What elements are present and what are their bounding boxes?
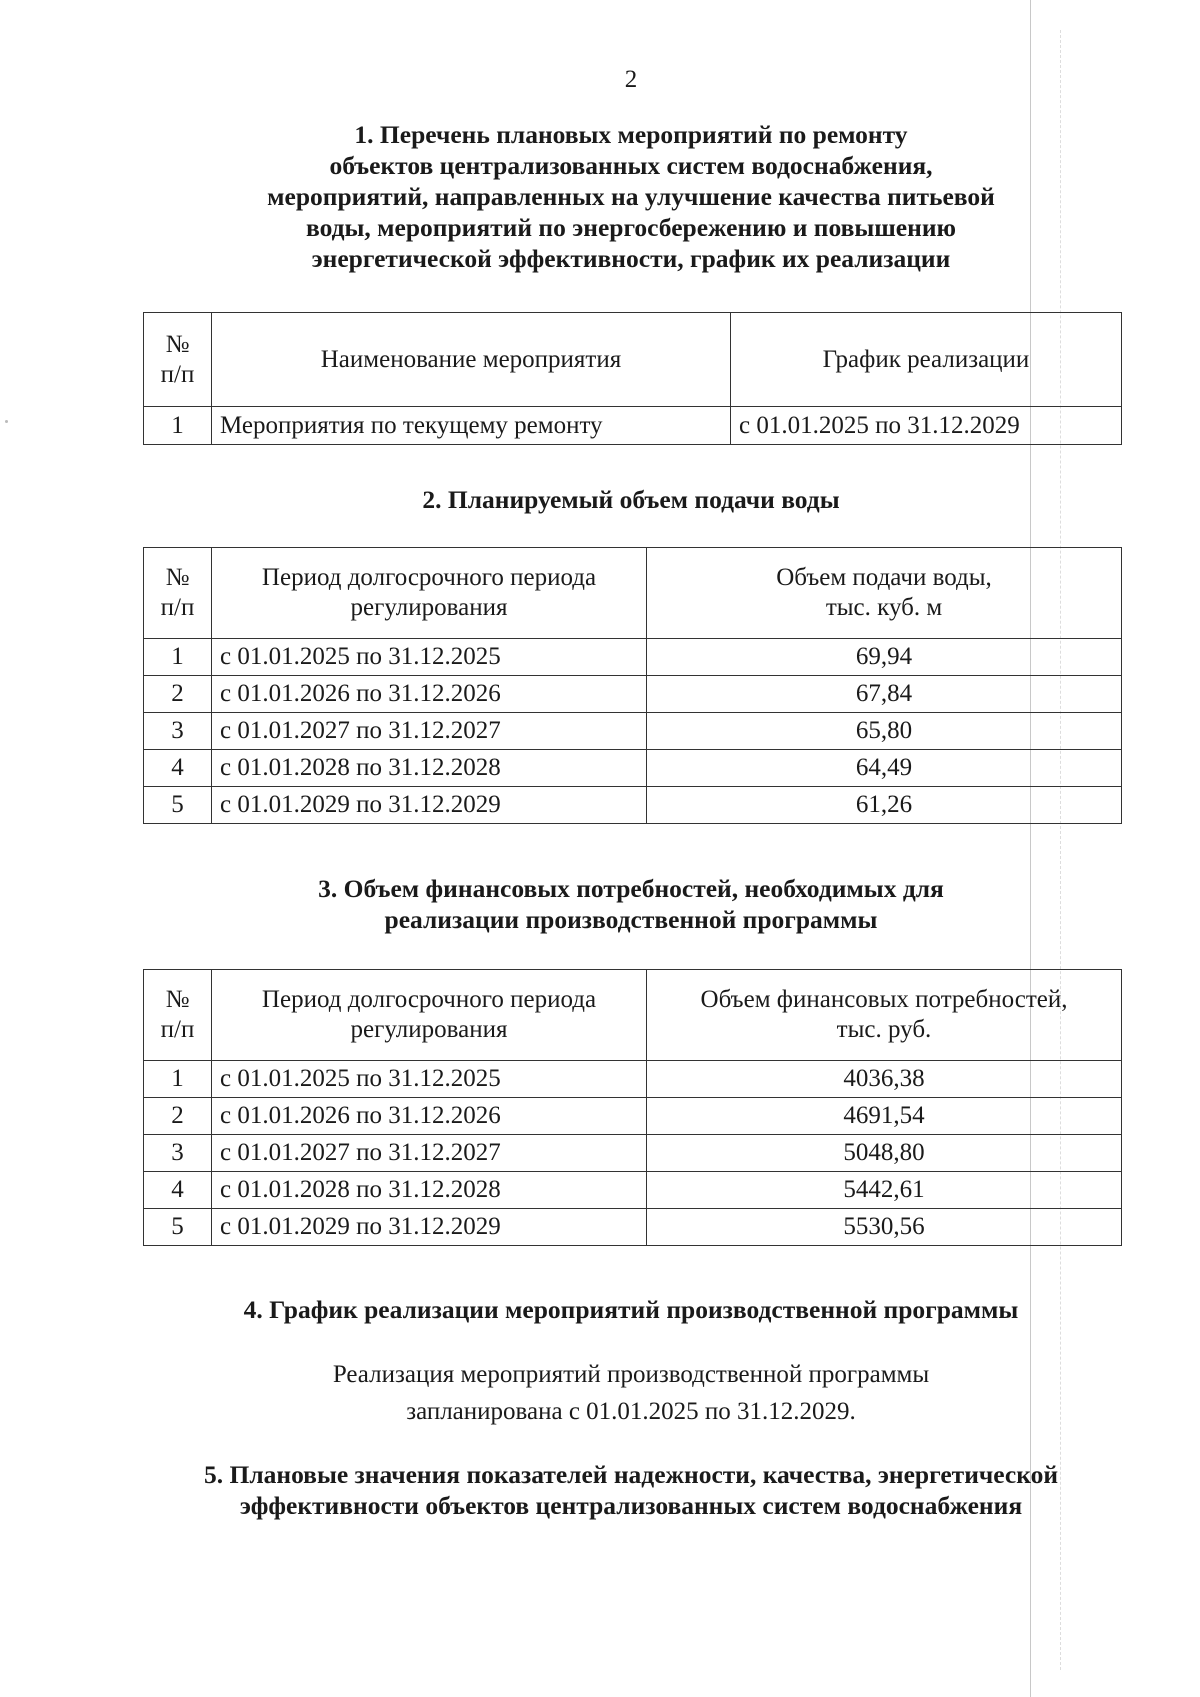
cell-num: 2 (144, 676, 212, 713)
table-header-row (144, 970, 1122, 1061)
section-2-title-line: 2. Планируемый объем подачи воды (422, 485, 840, 514)
cell-num: 3 (144, 713, 212, 750)
cell-finance: 5048,80 (647, 1135, 1122, 1172)
section-1-title-line: мероприятий, направленных на улучшение качества питьевой (267, 182, 995, 211)
header-cell-volume: Объем подачи воды, тыс. куб. м (647, 548, 1122, 639)
header-cell-period: Период долгосрочного периода регулирования (212, 548, 647, 639)
section-4-body-line: запланирована с 01.01.2025 по 31.12.2029. (406, 1398, 856, 1425)
cell-num: 4 (144, 750, 212, 787)
cell-period: с 01.01.2027 по 31.12.2027 (212, 713, 647, 750)
table-header-row (144, 548, 1122, 639)
section-4-title-line: 4. График реализации мероприятий производственной программы (243, 1295, 1019, 1324)
table-row (144, 407, 1122, 445)
table-row (144, 1172, 1122, 1209)
cell-num: 5 (144, 787, 212, 824)
cell-num: 3 (144, 1135, 212, 1172)
cell-period: с 01.01.2025 по 31.12.2025 (212, 639, 647, 676)
section-1-title-line: воды, мероприятий по энергосбережению и повышению (305, 213, 956, 242)
header-cell-num: № п/п (144, 313, 212, 407)
table-row (144, 676, 1122, 713)
header-cell-num: № п/п (144, 970, 212, 1061)
table-row (144, 639, 1122, 676)
financial-needs-table (143, 969, 1122, 1246)
section-1-title (0, 119, 1200, 274)
header-cell-name: Наименование мероприятия (212, 313, 731, 407)
section-1-title-line: объектов централизованных систем водоснабжения, (329, 151, 933, 180)
cell-num: 5 (144, 1209, 212, 1246)
cell-period: с 01.01.2029 по 31.12.2029 (212, 787, 647, 824)
section-4-title (0, 1294, 1200, 1325)
cell-period: с 01.01.2028 по 31.12.2028 (212, 1172, 647, 1209)
cell-period: с 01.01.2029 по 31.12.2029 (212, 1209, 647, 1246)
header-cell-schedule: График реализации (731, 313, 1122, 407)
cell-volume: 64,49 (647, 750, 1122, 787)
cell-period: с 01.01.2026 по 31.12.2026 (212, 676, 647, 713)
cell-name: Мероприятия по текущему ремонту (212, 407, 731, 445)
cell-num: 1 (144, 639, 212, 676)
table-row (144, 787, 1122, 824)
water-supply-volume-table (143, 547, 1122, 824)
section-3-title-line: реализации производственной программы (384, 905, 878, 934)
section-3-title-line: 3. Объем финансовых потребностей, необходимых для (318, 874, 944, 903)
table-header-row (144, 313, 1122, 407)
header-cell-period: Период долгосрочного периода регулирования (212, 970, 647, 1061)
table-row (144, 1098, 1122, 1135)
table-row (144, 750, 1122, 787)
cell-period: с 01.01.2027 по 31.12.2027 (212, 1135, 647, 1172)
cell-volume: 61,26 (647, 787, 1122, 824)
cell-finance: 4036,38 (647, 1061, 1122, 1098)
cell-finance: 4691,54 (647, 1098, 1122, 1135)
section-5-title-line: эффективности объектов централизованных систем водоснабжения (239, 1491, 1023, 1520)
cell-volume: 67,84 (647, 676, 1122, 713)
cell-num: 1 (144, 1061, 212, 1098)
table-row (144, 1135, 1122, 1172)
cell-volume: 69,94 (647, 639, 1122, 676)
table-row (144, 1061, 1122, 1098)
cell-volume: 65,80 (647, 713, 1122, 750)
section-5-title (0, 1459, 1200, 1521)
cell-schedule: с 01.01.2025 по 31.12.2029 (731, 407, 1122, 445)
table-row (144, 713, 1122, 750)
cell-finance: 5442,61 (647, 1172, 1122, 1209)
cell-period: с 01.01.2028 по 31.12.2028 (212, 750, 647, 787)
section-2-title (0, 484, 1200, 515)
table-row (144, 1209, 1122, 1246)
cell-period: с 01.01.2025 по 31.12.2025 (212, 1061, 647, 1098)
section-5-title-line: 5. Плановые значения показателей надежности, качества, энергетической (203, 1460, 1059, 1489)
cell-finance: 5530,56 (647, 1209, 1122, 1246)
page-number: 2 (624, 66, 638, 93)
section-1-title-line: 1. Перечень плановых мероприятий по ремонту (354, 120, 908, 149)
section-3-title (0, 873, 1200, 935)
section-4-body (0, 1356, 1200, 1430)
cell-num: 1 (144, 407, 212, 445)
header-cell-num: № п/п (144, 548, 212, 639)
cell-period: с 01.01.2026 по 31.12.2026 (212, 1098, 647, 1135)
cell-num: 2 (144, 1098, 212, 1135)
cell-num: 4 (144, 1172, 212, 1209)
section-1-title-line: энергетической эффективности, график их реализации (311, 244, 951, 273)
section-4-body-line: Реализация мероприятий производственной программы (332, 1361, 930, 1388)
header-cell-finance: Объем финансовых потребностей, тыс. руб. (647, 970, 1122, 1061)
repair-measures-table (143, 312, 1122, 445)
scan-speck (5, 420, 8, 423)
